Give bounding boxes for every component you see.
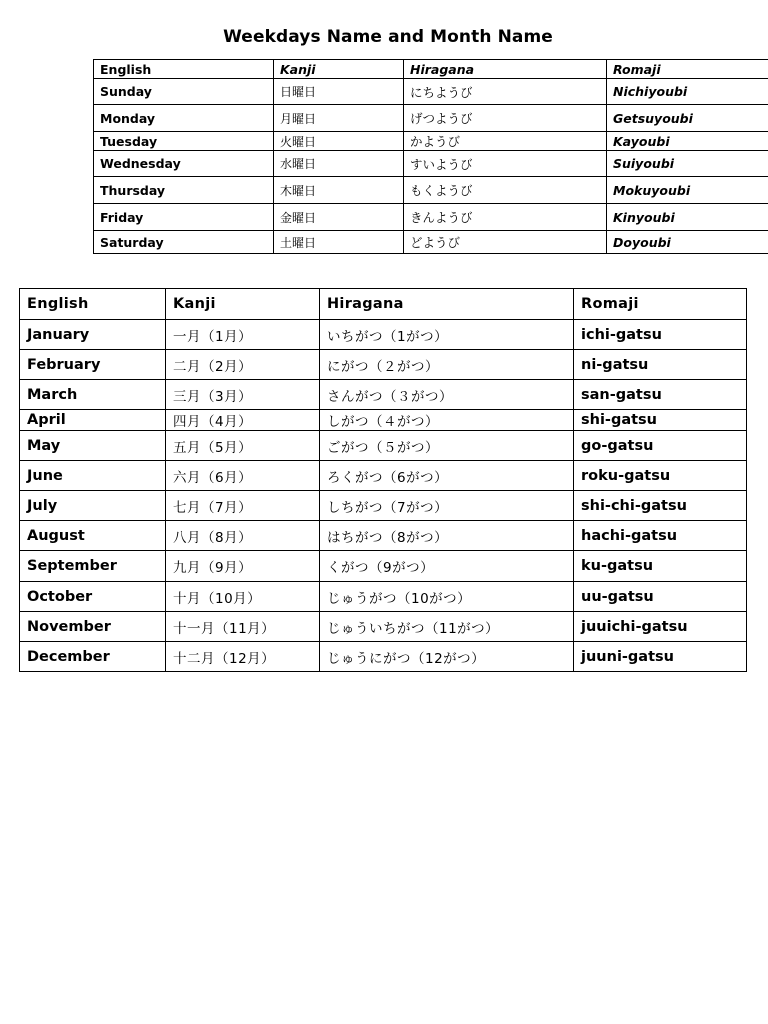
month-row: [20, 521, 747, 551]
months-header-hiragana: Hiragana: [320, 289, 574, 320]
month-kanji: 六月（6月）: [166, 461, 320, 491]
month-romaji: san-gatsu: [574, 380, 747, 410]
month-english: November: [20, 612, 166, 642]
weekday-kanji: 木曜日: [274, 177, 404, 204]
month-romaji: juuni-gatsu: [574, 642, 747, 672]
month-romaji: uu-gatsu: [574, 582, 747, 612]
month-english: April: [20, 410, 166, 431]
weekday-kanji: 月曜日: [274, 105, 404, 132]
weekday-row: [94, 231, 768, 254]
month-romaji: juuichi-gatsu: [574, 612, 747, 642]
weekday-romaji: Suiyoubi: [607, 151, 768, 177]
month-row: [20, 491, 747, 521]
month-kanji: 四月（4月）: [166, 410, 320, 431]
weekday-row: [94, 177, 768, 204]
weekdays-header-row: [94, 60, 768, 79]
month-row: [20, 461, 747, 491]
month-hiragana: ろくがつ（6がつ）: [320, 461, 574, 491]
weekday-kanji: 土曜日: [274, 231, 404, 254]
month-kanji: 十月（10月）: [166, 582, 320, 612]
month-kanji: 三月（3月）: [166, 380, 320, 410]
month-hiragana: じゅうがつ（10がつ）: [320, 582, 574, 612]
weekday-row: [94, 105, 768, 132]
weekday-romaji: Doyoubi: [607, 231, 768, 254]
month-english: December: [20, 642, 166, 672]
month-english: October: [20, 582, 166, 612]
weekday-english: Monday: [94, 105, 274, 132]
month-english: June: [20, 461, 166, 491]
month-kanji: 八月（8月）: [166, 521, 320, 551]
month-romaji: hachi-gatsu: [574, 521, 747, 551]
month-kanji: 十二月（12月）: [166, 642, 320, 672]
month-row: [20, 350, 747, 380]
month-hiragana: じゅうにがつ（12がつ）: [320, 642, 574, 672]
weekday-english: Friday: [94, 204, 274, 231]
month-kanji: 五月（5月）: [166, 431, 320, 461]
weekday-row: [94, 79, 768, 105]
month-romaji: ichi-gatsu: [574, 320, 747, 350]
weekday-hiragana: どようび: [404, 231, 607, 254]
month-romaji: ku-gatsu: [574, 551, 747, 582]
month-english: August: [20, 521, 166, 551]
weekday-romaji: Mokuyoubi: [607, 177, 768, 204]
month-row: [20, 551, 747, 582]
month-hiragana: にがつ（２がつ）: [320, 350, 574, 380]
weekday-english: Saturday: [94, 231, 274, 254]
month-kanji: 十一月（11月）: [166, 612, 320, 642]
month-hiragana: しちがつ（7がつ）: [320, 491, 574, 521]
weekday-hiragana: きんようび: [404, 204, 607, 231]
month-row: [20, 612, 747, 642]
month-hiragana: さんがつ（３がつ）: [320, 380, 574, 410]
month-hiragana: しがつ（４がつ）: [320, 410, 574, 431]
months-header-romaji: Romaji: [574, 289, 747, 320]
weekdays-header-romaji: Romaji: [607, 60, 768, 79]
months-table: [19, 288, 747, 672]
month-romaji: roku-gatsu: [574, 461, 747, 491]
weekday-english: Sunday: [94, 79, 274, 105]
month-row: [20, 431, 747, 461]
page-title: Weekdays Name and Month Name: [223, 27, 553, 47]
weekdays-header-english: English: [94, 60, 274, 79]
month-hiragana: はちがつ（8がつ）: [320, 521, 574, 551]
month-hiragana: いちがつ（1がつ）: [320, 320, 574, 350]
weekday-row: [94, 204, 768, 231]
month-kanji: 一月（1月）: [166, 320, 320, 350]
weekday-romaji: Getsuyoubi: [607, 105, 768, 132]
weekday-hiragana: げつようび: [404, 105, 607, 132]
weekday-row: [94, 132, 768, 151]
months-header-english: English: [20, 289, 166, 320]
month-hiragana: ごがつ（５がつ）: [320, 431, 574, 461]
weekday-kanji: 金曜日: [274, 204, 404, 231]
month-row: [20, 582, 747, 612]
month-kanji: 二月（2月）: [166, 350, 320, 380]
month-hiragana: くがつ（9がつ）: [320, 551, 574, 582]
month-romaji: shi-chi-gatsu: [574, 491, 747, 521]
weekdays-table: [93, 59, 768, 254]
weekday-hiragana: かようび: [404, 132, 607, 151]
weekday-hiragana: にちようび: [404, 79, 607, 105]
weekday-english: Thursday: [94, 177, 274, 204]
weekday-kanji: 水曜日: [274, 151, 404, 177]
month-english: September: [20, 551, 166, 582]
month-kanji: 七月（7月）: [166, 491, 320, 521]
month-row: [20, 410, 747, 431]
weekday-english: Tuesday: [94, 132, 274, 151]
month-row: [20, 642, 747, 672]
month-romaji: go-gatsu: [574, 431, 747, 461]
weekday-english: Wednesday: [94, 151, 274, 177]
month-english: February: [20, 350, 166, 380]
weekday-kanji: 火曜日: [274, 132, 404, 151]
weekday-romaji: Kayoubi: [607, 132, 768, 151]
weekday-hiragana: すいようび: [404, 151, 607, 177]
weekday-hiragana: もくようび: [404, 177, 607, 204]
weekday-romaji: Nichiyoubi: [607, 79, 768, 105]
weekdays-header-hiragana: Hiragana: [404, 60, 607, 79]
month-english: January: [20, 320, 166, 350]
weekday-romaji: Kinyoubi: [607, 204, 768, 231]
month-english: May: [20, 431, 166, 461]
weekday-kanji: 日曜日: [274, 79, 404, 105]
weekday-row: [94, 151, 768, 177]
month-romaji: ni-gatsu: [574, 350, 747, 380]
month-kanji: 九月（9月）: [166, 551, 320, 582]
month-english: July: [20, 491, 166, 521]
month-row: [20, 320, 747, 350]
months-header-kanji: Kanji: [166, 289, 320, 320]
month-romaji: shi-gatsu: [574, 410, 747, 431]
weekdays-header-kanji: Kanji: [274, 60, 404, 79]
month-row: [20, 380, 747, 410]
month-english: March: [20, 380, 166, 410]
months-header-row: [20, 289, 747, 320]
month-hiragana: じゅういちがつ（11がつ）: [320, 612, 574, 642]
